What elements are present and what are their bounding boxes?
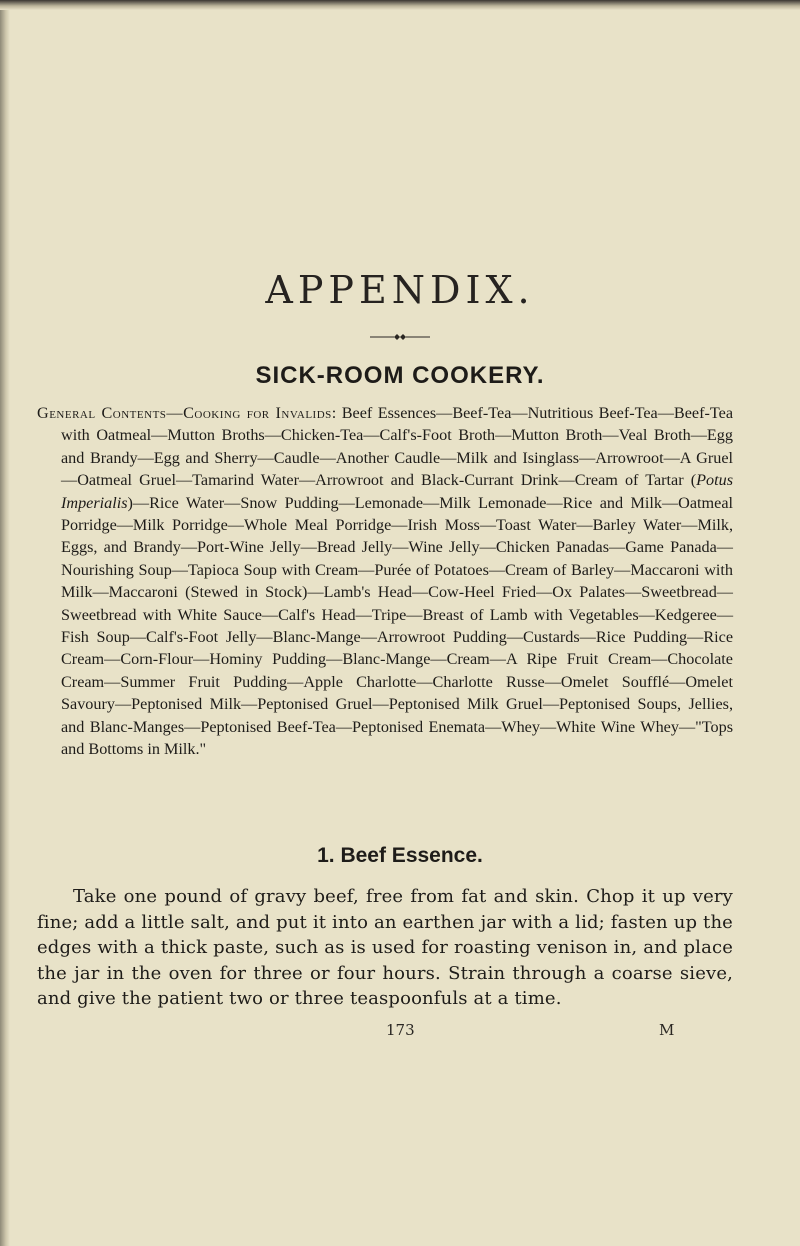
recipe-body: Take one pound of gravy beef, free from fat and skin. Chop it up very fine; add a little salt, and put it into an earthen jar with a lid; fasten up the edges with a thick paste, such as is used for roasting venison in, and place the jar in the oven for three or four hours. Strain through a coarse sieve, and give the patient two or three teaspoonfuls at a time. (37, 886, 733, 1009)
page-number: 173 (386, 1021, 415, 1039)
ornament-divider-icon (370, 333, 430, 341)
contents-paragraph (37, 402, 733, 761)
contents-italic-term: Potus Imperialis (61, 471, 733, 512)
recipe-title: 1. Beef Essence. (317, 844, 483, 867)
contents-list-part-1: Beef Essences—Beef-Tea—Nutritious Beef-Tea—Beef-Tea with Oatmeal—Mutton Broths—Chicken-Tea—Calf's-Foot Broth—Mutton Broth—Veal Broth—Egg and Brandy—Egg and Sherry—Caudle—Another Caudle—Milk and Isinglass—Arrowroot—A Gruel—Oatmeal Gruel—Tamarind Water—Arrowroot and Black-Currant Drink—Cream of Tartar ( (61, 404, 734, 490)
signature-mark: M (659, 1021, 675, 1039)
page-title: APPENDIX. (265, 268, 535, 312)
contents-label: General Contents—Cooking for Invalids (37, 404, 332, 422)
section-title: SICK-ROOM COOKERY. (255, 362, 545, 389)
contents-list-part-2: )—Rice Water—Snow Pudding—Lemonade—Milk Lemonade—Rice and Milk—Oatmeal Porridge—Milk Porridge—Whole Meal Porridge—Irish Moss—Toast Water—Barley Water—Milk, Eggs, and Brandy—Port-Wine Jelly—Bread Jelly—Wine Jelly—Chicken Panadas—Game Panada—Nourishing Soup—Tapioca Soup with Cream—Purée of Potatoes—Cream of Barley—Maccaroni with Milk—Maccaroni (Stewed in Stock)—Lamb's Head—Cow-Heel Fried—Ox Palates—Sweetbread—Sweetbread with White Sauce—Calf's Head—Tripe—Breast of Lamb with Vegetables—Kedgeree—Fish Soup—Calf's-Foot Jelly—Blanc-Mange—Arrowroot Pudding—Custards—Rice Pudding—Rice Cream—Corn-Flour—Hominy Pudding—Blanc-Mange—Cream—A Ripe Fruit Cream—Chocolate Cream—Summer Fruit Pudding—Apple Charlotte—Charlotte Russe—Omelet Soufflé—Omelet Savoury—Peptonised Milk—Peptonised Gruel—Peptonised Milk Gruel—Peptonised Soups, Jellies, and Blanc-Manges—Peptonised Beef-Tea—Peptonised Enemata—Whey—White Wine Whey—"Tops and Bottoms in Milk." (61, 493, 733, 759)
contents-text: General Contents—Cooking for Invalids: Beef Essences—Beef-Tea—Nutritious Beef-Tea—Beef-Tea with Oatmeal—Mutton Broths—Chicken-Tea—Calf's-Foot Broth—Mutton Broth—Veal Broth—Egg and Brandy—Egg and Sherry—Caudle—Another Caudle—Milk and Isinglass—Arrowroot—A Gruel—Oatmeal Gruel—Tamarind Water—Arrowroot and Black-Currant Drink—Cream of Tartar (Potus Imperialis)—Rice Water—Snow Pudding—Lemonade—Milk Lemonade—Rice and Milk—Oatmeal Porridge—Milk Porridge—Whole Meal Porridge—Irish Moss—Toast Water—Barley Water—Milk, Eggs, and Brandy—Port-Wine Jelly—Bread Jelly—Wine Jelly—Chicken Panadas—Game Panada—Nourishing Soup—Tapioca Soup with Cream—Purée of Potatoes—Cream of Barley—Maccaroni with Milk—Maccaroni (Stewed in Stock)—Lamb's Head—Cow-Heel Fried—Ox Palates—Sweetbread—Sweetbread with White Sauce—Calf's Head—Tripe—Breast of Lamb with Vegetables—Kedgeree—Fish Soup—Calf's-Foot Jelly—Blanc-Mange—Arrowroot Pudding—Custards—Rice Pudding—Rice Cream—Corn-Flour—Hominy Pudding—Blanc-Mange—Cream—A Ripe Fruit Cream—Chocolate Cream—Summer Fruit Pudding—Apple Charlotte—Charlotte Russe—Omelet Soufflé—Omelet Savoury—Peptonised Milk—Peptonised Gruel—Peptonised Milk Gruel—Peptonised Soups, Jellies, and Blanc-Manges—Peptonised Beef-Tea—Peptonised Enemata—Whey—White Wine Whey—"Tops and Bottoms in Milk." (37, 404, 734, 759)
